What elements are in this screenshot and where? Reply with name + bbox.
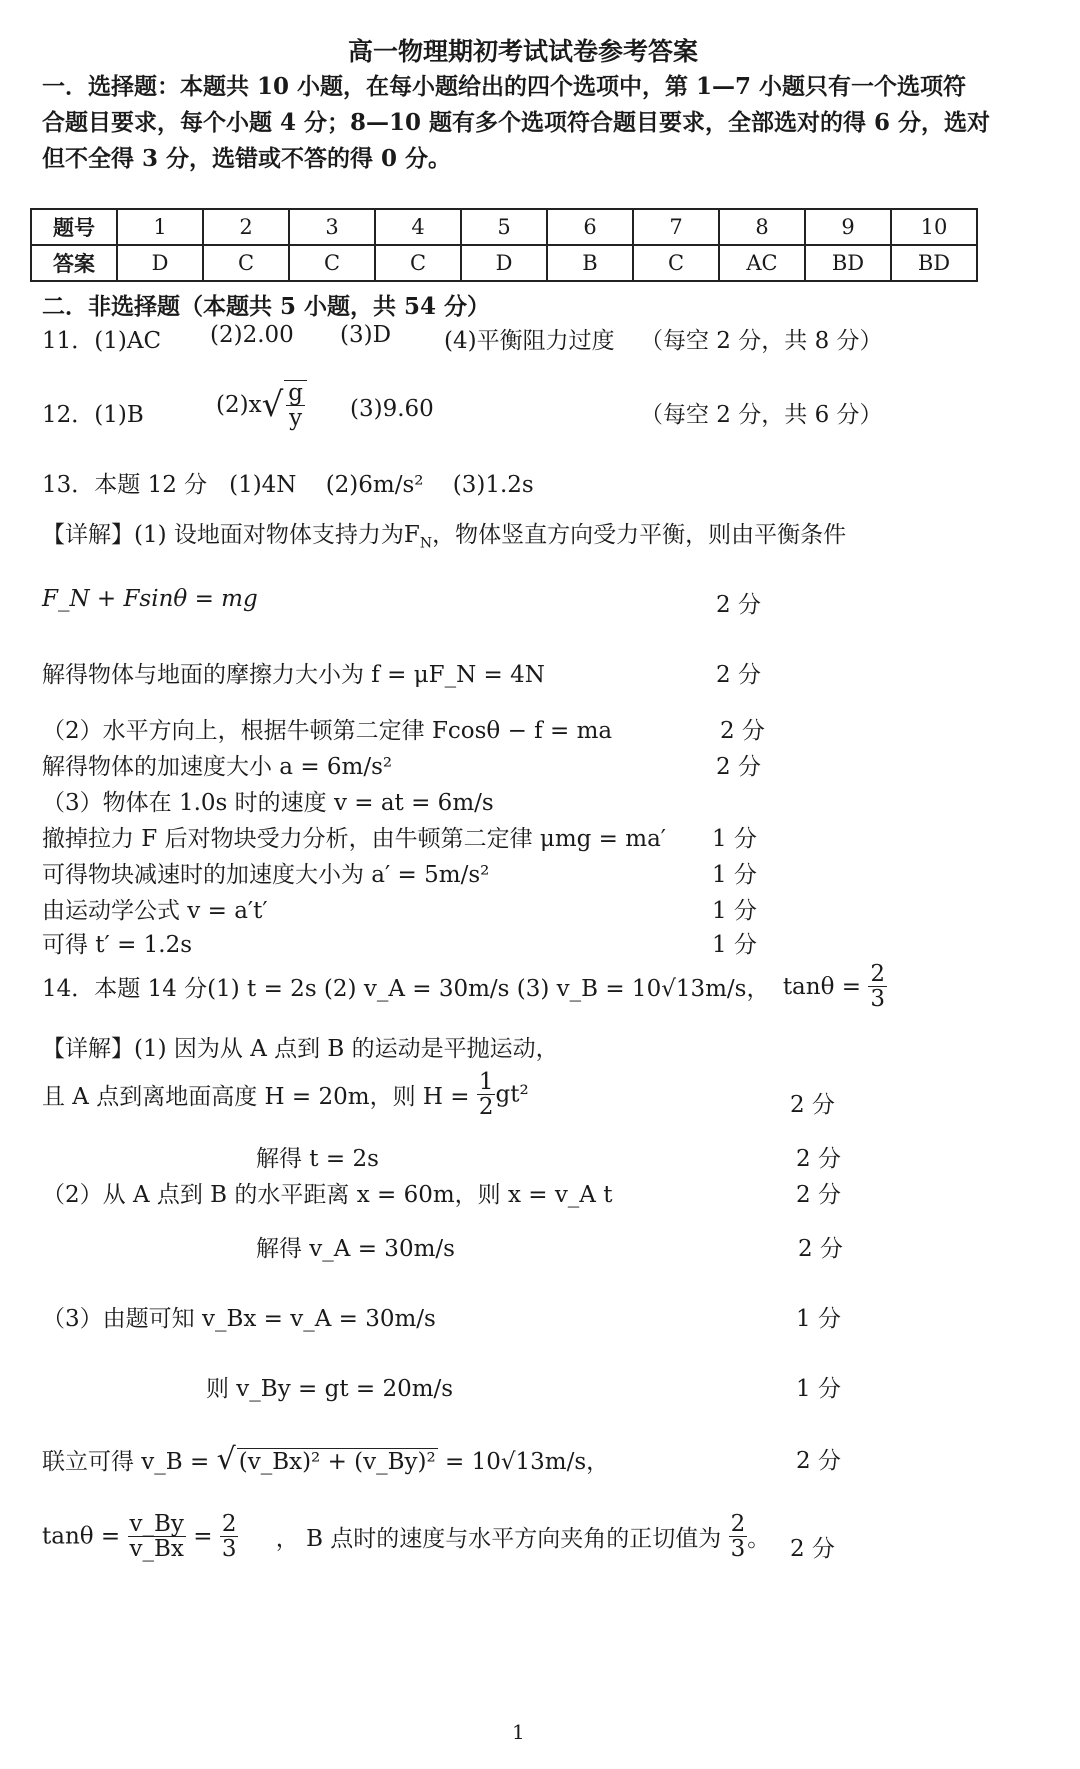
q11-score: （每空 2 分，共 8 分） <box>640 328 883 354</box>
q13-answer1: (1)4N <box>229 472 297 498</box>
q13-detail-tail: ，物体竖直方向受力平衡，则由平衡条件 <box>432 522 847 548</box>
q14-line8-fraction1-num: v_By <box>129 1511 184 1537</box>
q13-line9-points: 1 分 <box>712 932 757 958</box>
q14-line1-fraction-den: 2 <box>478 1094 494 1121</box>
q14-line7-points: 2 分 <box>796 1448 841 1474</box>
page-title: 高一物理期初考试试卷参考答案 <box>348 37 699 66</box>
sqrt-symbol: √ <box>216 1442 236 1477</box>
question-number: 2 <box>203 209 289 245</box>
q12-part2-prefix: (2)x <box>216 392 262 419</box>
q14-line7-pre: 联立可得 v_B = <box>42 1449 210 1475</box>
q14-line8-fraction1 <box>128 1512 186 1561</box>
answer-table <box>30 208 978 282</box>
q11-part4: (4)平衡阻力过度 <box>444 328 615 354</box>
section1-line2: 合题目要求，每个小题 4 分；8—10 题有多个选项符合题目要求，全部选对的得 6 分，选对 <box>42 109 991 136</box>
q14-line8-text: ， B 点时的速度与水平方向夹角的正切值为 <box>275 1526 722 1553</box>
q11-part2: (2)2.00 <box>210 322 294 348</box>
q14-line7-post: = 10√13m/s， <box>445 1449 610 1475</box>
question-number: 3 <box>289 209 375 245</box>
q12-fraction-num: g <box>288 380 303 406</box>
q13-detail-text: 【详解】(1) 设地面对物体支持力为F <box>42 522 420 548</box>
q14-line4: 解得 v_A = 30m/s <box>256 1236 455 1262</box>
q14-line5: （3）由题可知 v_Bx = v_A = 30m/s <box>42 1306 436 1332</box>
q14-line8-fraction3 <box>729 1512 748 1561</box>
q14-line4-points: 2 分 <box>798 1236 843 1262</box>
q14-header <box>42 962 887 1011</box>
section2-heading: 二．非选择题（本题共 5 小题，共 54 分） <box>42 293 491 320</box>
question-number: 4 <box>375 209 461 245</box>
q14-line1-text: 且 A 点到离地面高度 H = 20m，则 H = <box>42 1084 470 1111</box>
q12-fraction-den: y <box>289 405 303 432</box>
q14-line8-points: 2 分 <box>790 1536 835 1562</box>
q14-line7 <box>42 1442 609 1477</box>
q13-answer3: (3)1.2s <box>452 472 534 498</box>
q14-line8-fraction2 <box>220 1512 239 1561</box>
row-label-answer: 答案 <box>31 245 117 281</box>
q14-line1-tail: gt² <box>495 1081 529 1108</box>
q13-line6: 撤掉拉力 F 后对物块受力分析，由牛顿第二定律 μmg = ma′ <box>42 826 667 852</box>
q14-line6: 则 v_By = gt = 20m/s <box>206 1376 454 1402</box>
answer-cell: C <box>633 245 719 281</box>
section1-line1: 一．选择题：本题共 10 小题，在每小题给出的四个选项中，第 1—7 小题只有一个选项符 <box>42 73 967 100</box>
q13-line2: 解得物体与地面的摩擦力大小为 f = μF_N = 4N <box>42 662 545 688</box>
answer-cell: BD <box>891 245 977 281</box>
q13-eq1: F_N + Fsinθ = mg <box>42 586 258 612</box>
q14-line8-fraction2-den: 3 <box>221 1536 237 1563</box>
q14-line8-fraction3-den: 3 <box>730 1536 746 1563</box>
q12-score: （每空 2 分，共 6 分） <box>640 402 883 428</box>
q13-detail-sub: N <box>419 535 433 552</box>
q13-answer2: (2)6m/s² <box>325 472 424 498</box>
q12-fraction <box>284 380 307 430</box>
q14-detail: 【详解】(1) 因为从 A 点到 B 的运动是平抛运动， <box>42 1036 559 1062</box>
q14-header-fraction-den: 3 <box>870 986 885 1013</box>
q13-line4-points: 2 分 <box>716 754 761 780</box>
q14-line1 <box>42 1070 529 1119</box>
q13-line3-points: 2 分 <box>720 718 765 744</box>
q11-part3: (3)D <box>340 322 392 348</box>
page-number: 1 <box>512 1720 525 1744</box>
q13-line7-points: 1 分 <box>712 862 757 888</box>
q14-header-text: 14．本题 14 分(1) t = 2s (2) v_A = 30m/s (3) v_B = 10√13m/s， <box>42 976 770 1003</box>
q13-line6-points: 1 分 <box>712 826 757 852</box>
q13-detail <box>42 516 846 552</box>
answer-cell: D <box>117 245 203 281</box>
q13-title: 13．本题 12 分 <box>42 472 208 498</box>
question-number: 6 <box>547 209 633 245</box>
q13-line9: 可得 t′ = 1.2s <box>42 932 193 958</box>
q13-eq1-points: 2 分 <box>716 592 761 618</box>
q13-line8-points: 1 分 <box>712 898 757 924</box>
q14-line1-fraction-num: 1 <box>478 1069 494 1095</box>
q14-line8-fraction2-num: 2 <box>221 1511 237 1537</box>
q14-line3: （2）从 A 点到 B 的水平距离 x = 60m，则 x = v_A t <box>42 1182 613 1208</box>
question-number: 7 <box>633 209 719 245</box>
answer-table-answer-row <box>31 245 977 281</box>
q14-line5-points: 1 分 <box>796 1306 841 1332</box>
question-number: 5 <box>461 209 547 245</box>
question-number: 1 <box>117 209 203 245</box>
q14-line8-equals: = <box>193 1523 213 1550</box>
answer-cell: B <box>547 245 633 281</box>
q14-header-fraction-num: 2 <box>870 961 885 987</box>
q13-line2-points: 2 分 <box>716 662 761 688</box>
question-number: 9 <box>805 209 891 245</box>
sqrt-symbol: √ <box>261 385 284 426</box>
q14-line8-pre: tanθ = <box>42 1523 121 1550</box>
q14-header-tan: tanθ = <box>782 973 862 1000</box>
q13-line4: 解得物体的加速度大小 a = 6m/s² <box>42 754 393 780</box>
q14-line8 <box>42 1512 770 1561</box>
q13-line5: （3）物体在 1.0s 时的速度 v = at = 6m/s <box>42 790 494 816</box>
question-number: 10 <box>891 209 977 245</box>
q14-line1-fraction <box>477 1070 496 1119</box>
q12-part2 <box>216 380 307 430</box>
q14-line8-fraction3-num: 2 <box>730 1511 746 1537</box>
q13-header <box>42 466 534 499</box>
q14-line6-points: 1 分 <box>796 1376 841 1402</box>
q11-part1: 11．(1)AC <box>42 328 162 354</box>
q13-line8: 由运动学公式 v = a′t′ <box>42 898 268 924</box>
q14-line8-fraction1-den: v_Bx <box>129 1536 184 1563</box>
q14-line8-end: 。 <box>747 1526 771 1553</box>
q14-line2-points: 2 分 <box>796 1146 841 1172</box>
answer-cell: C <box>375 245 461 281</box>
q13-line7: 可得物块减速时的加速度大小为 a′ = 5m/s² <box>42 862 490 888</box>
question-number: 8 <box>719 209 805 245</box>
q12-part3: (3)9.60 <box>350 396 434 422</box>
answer-table-question-row <box>31 209 977 245</box>
q14-line3-points: 2 分 <box>796 1182 841 1208</box>
answer-cell: AC <box>719 245 805 281</box>
q14-line1-points: 2 分 <box>790 1092 835 1118</box>
row-label-question: 题号 <box>31 209 117 245</box>
section1-line3: 但不全得 3 分，选错或不答的得 0 分。 <box>42 145 452 172</box>
answer-cell: D <box>461 245 547 281</box>
q13-line3: （2）水平方向上，根据牛顿第二定律 Fcosθ − f = ma <box>42 718 613 744</box>
q14-line2: 解得 t = 2s <box>256 1146 379 1172</box>
q14-line7-radicand: (v_Bx)² + (v_By)² <box>238 1449 436 1475</box>
q12-part1: 12．(1)B <box>42 402 144 428</box>
answer-cell: C <box>203 245 289 281</box>
answer-cell: C <box>289 245 375 281</box>
q14-header-fraction <box>868 962 887 1011</box>
answer-cell: BD <box>805 245 891 281</box>
